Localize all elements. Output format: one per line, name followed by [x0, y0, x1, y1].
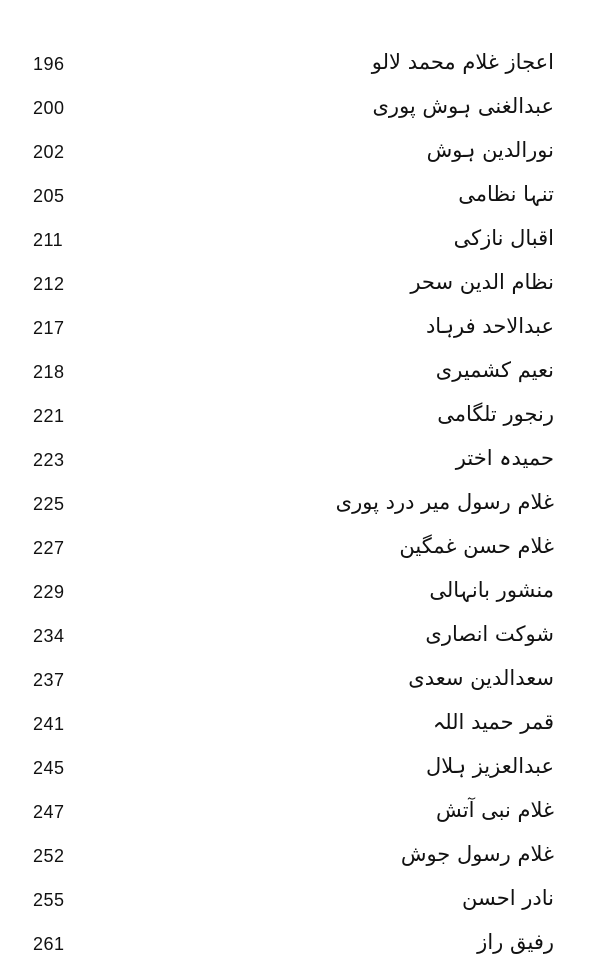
page-number: 247 — [33, 802, 65, 822]
page-number: 234 — [33, 626, 65, 646]
toc-entry[interactable] — [0, 482, 600, 526]
page-number: 211 — [33, 230, 64, 250]
toc-entry[interactable] — [0, 790, 600, 834]
toc-entry[interactable] — [0, 130, 600, 174]
author-name: رنجور تلگامی — [437, 402, 554, 426]
author-name: غلام حسن غمگین — [399, 534, 554, 558]
toc-entry[interactable] — [0, 42, 600, 86]
page-number: 229 — [33, 582, 65, 602]
author-name: شوکت انصاری — [425, 622, 554, 646]
page-number: 223 — [33, 450, 65, 470]
toc-entry[interactable] — [0, 570, 600, 614]
page-number: 255 — [33, 890, 65, 910]
page-number: 237 — [33, 670, 65, 690]
toc-entry[interactable] — [0, 86, 600, 130]
toc-entry[interactable] — [0, 306, 600, 350]
table-of-contents — [0, 42, 600, 966]
page-number: 221 — [33, 406, 65, 426]
author-name: عبدالغنی ہوش پوری — [372, 94, 554, 118]
page-number: 202 — [33, 142, 65, 162]
author-name: نظام الدین سحر — [410, 270, 554, 294]
toc-entry[interactable] — [0, 526, 600, 570]
author-name: رفیق راز — [477, 930, 554, 954]
page-number: 205 — [33, 186, 65, 206]
toc-entry[interactable] — [0, 614, 600, 658]
toc-entry[interactable] — [0, 174, 600, 218]
toc-entry[interactable] — [0, 438, 600, 482]
author-name: نورالدین ہوش — [426, 138, 554, 162]
author-name: منشور بانہالی — [429, 578, 554, 602]
toc-entry[interactable] — [0, 834, 600, 878]
author-name: حمیدہ اختر — [455, 446, 554, 470]
page-number: 218 — [33, 362, 65, 382]
toc-entry[interactable] — [0, 394, 600, 438]
author-name: نادر احسن — [462, 886, 554, 910]
page-number: 200 — [33, 98, 65, 118]
author-name: عبدالاحد فرہاد — [425, 314, 554, 338]
page-number: 217 — [33, 318, 65, 338]
author-name: اعجاز غلام محمد لالو — [371, 50, 554, 74]
page-number: 225 — [33, 494, 65, 514]
page-number: 227 — [33, 538, 65, 558]
toc-entry[interactable] — [0, 262, 600, 306]
author-name: تنہا نظامی — [458, 182, 554, 206]
toc-entry[interactable] — [0, 658, 600, 702]
page-number: 245 — [33, 758, 65, 778]
page-number: 252 — [33, 846, 65, 866]
toc-entry[interactable] — [0, 878, 600, 922]
author-name: غلام رسول جوش — [400, 842, 554, 866]
page-number: 261 — [33, 934, 65, 954]
toc-entry[interactable] — [0, 702, 600, 746]
toc-entry[interactable] — [0, 922, 600, 966]
author-name: غلام رسول میر درد پوری — [335, 490, 554, 514]
toc-entry[interactable] — [0, 746, 600, 790]
author-name: قمر حمید اللہ — [432, 710, 554, 734]
author-name: غلام نبی آتش — [435, 798, 554, 822]
author-name: عبدالعزیز ہلال — [425, 754, 554, 778]
page-number: 241 — [33, 714, 65, 734]
toc-entry[interactable] — [0, 350, 600, 394]
author-name: سعدالدین سعدی — [408, 666, 554, 690]
author-name: نعیم کشمیری — [435, 358, 554, 382]
page-number: 196 — [33, 54, 65, 74]
page-number: 212 — [33, 274, 65, 294]
author-name: اقبال نازکی — [453, 226, 554, 250]
toc-entry[interactable] — [0, 218, 600, 262]
